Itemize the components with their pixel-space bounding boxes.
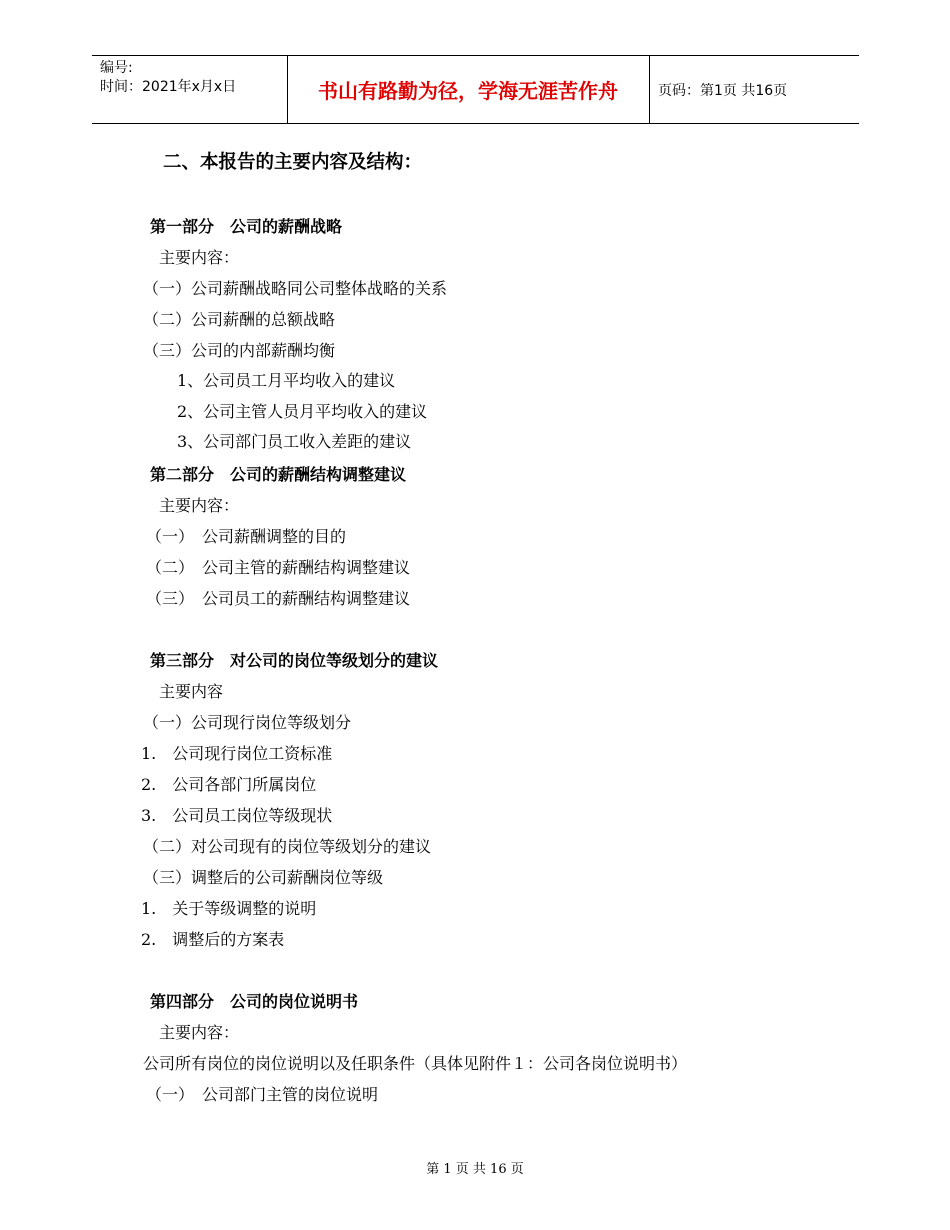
list-item: 1. 公司现行岗位工资标准: [141, 744, 333, 763]
page-footer: 第 1 页 共 16 页: [426, 1162, 524, 1177]
list-item: 2. 调整后的方案表: [141, 930, 285, 949]
content-label: 主要内容：: [159, 1023, 240, 1042]
content-label: 主要内容：: [159, 248, 240, 267]
list-item: 1、公司员工月平均收入的建议: [177, 371, 396, 390]
header-divider-right: [649, 56, 650, 123]
list-item: （二） 公司主管的薪酬结构调整建议: [146, 558, 411, 577]
list-item: 3、公司部门员工收入差距的建议: [177, 432, 412, 451]
header-page-info: 页码：第1页 共16页: [658, 82, 788, 99]
list-item: 2、公司主管人员月平均收入的建议: [177, 402, 428, 421]
list-item: （二）对公司现有的岗位等级划分的建议: [143, 837, 432, 856]
list-item: （一） 公司部门主管的岗位说明: [146, 1085, 379, 1104]
list-item: 3. 公司员工岗位等级现状: [141, 806, 333, 825]
section-heading-4: 第四部分 公司的岗位说明书: [150, 992, 359, 1011]
page-title: 二、本报告的主要内容及结构：: [163, 152, 423, 173]
list-item: （一）公司现行岗位等级划分: [143, 713, 352, 732]
list-item: （三）调整后的公司薪酬岗位等级: [143, 868, 384, 887]
list-item: （二）公司薪酬的总额战略: [143, 310, 336, 329]
paragraph: 公司所有岗位的岗位说明以及任职条件（具体见附件１：公司各岗位说明书）: [143, 1054, 688, 1073]
list-item: 2. 公司各部门所属岗位: [141, 775, 317, 794]
document-header: [92, 55, 859, 124]
list-item: （三） 公司员工的薪酬结构调整建议: [146, 589, 411, 608]
content-label: 主要内容：: [159, 496, 240, 515]
list-item: （一）公司薪酬战略同公司整体战略的关系: [143, 279, 448, 298]
header-meta: [100, 59, 236, 97]
list-item: （一） 公司薪酬调整的目的: [146, 527, 347, 546]
header-motto: 书山有路勤为径，学海无涯苦作舟: [318, 79, 618, 103]
serial-label: 编号:: [100, 60, 133, 76]
list-item: （三）公司的内部薪酬均衡: [143, 341, 336, 360]
section-heading-2: 第二部分 公司的薪酬结构调整建议: [150, 465, 407, 484]
time-label: 时间：2021年x月x日: [100, 79, 237, 95]
list-item: 1. 关于等级调整的说明: [141, 899, 317, 918]
content-label: 主要内容: [159, 682, 224, 701]
section-heading-3: 第三部分 对公司的岗位等级划分的建议: [150, 651, 439, 670]
section-heading-1: 第一部分 公司的薪酬战略: [150, 217, 343, 236]
